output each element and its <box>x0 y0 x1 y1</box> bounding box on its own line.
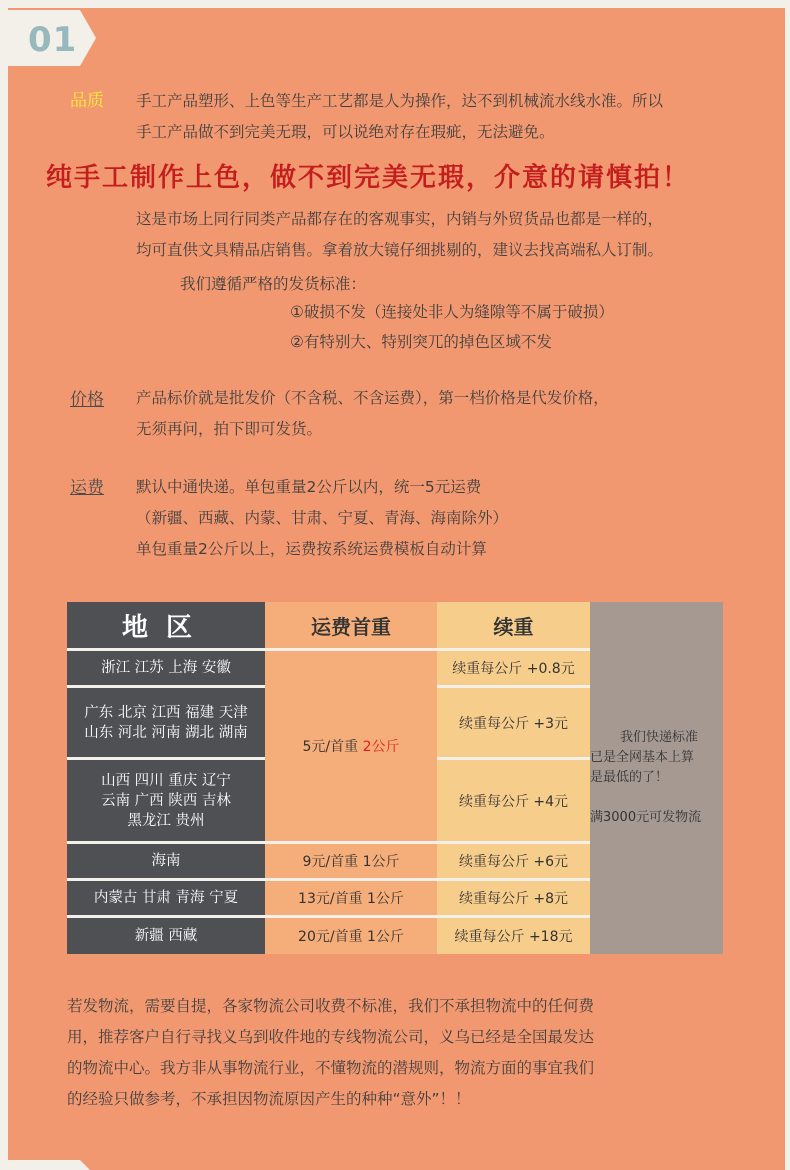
quality-headline: 纯手工制作上色，做不到完美无瑕，介意的请慎拍！ <box>46 163 691 193</box>
shipping-line: （新疆、西藏、内蒙、甘肃、宁夏、青海、海南除外） <box>136 509 509 527</box>
quality-more-line: 这是市场上同行同类产品都存在的客观事实，内销与外贸货品也都是一样的， <box>136 210 664 228</box>
shipping-label: 运费 <box>70 478 104 498</box>
note-line: 满3000元可发物流 <box>590 809 702 825</box>
region-text: 山东 河北 河南 湖北 湖南 <box>84 724 248 741</box>
note-line: 是最低的了！ <box>590 769 669 785</box>
bottom-corner-tab <box>0 1160 90 1170</box>
quality-line: 手工产品做不到完美无瑕，可以说绝对存在瑕疵，无法避免。 <box>136 123 555 141</box>
region-cell <box>67 687 265 759</box>
notice-line: 用，推荐客户自行寻找义乌到收件地的专线物流公司，义乌已经是全国最发达 <box>67 1028 595 1046</box>
logistics-notice <box>67 991 727 1115</box>
additional-weight-cell: 续重每公斤 +18元 <box>437 917 590 954</box>
first-weight-cell: 9元/首重 1公斤 <box>265 843 437 880</box>
quality-more-line: 均可直供文具精品店销售。拿着放大镜仔细挑剔的，建议去找高端私人订制。 <box>136 241 664 259</box>
note-line: 我们快递标准 <box>620 729 699 745</box>
quality-line: 手工产品塑形、上色等生产工艺都是人为操作，达不到机械流水线水准。所以 <box>136 92 664 110</box>
price-line: 产品标价就是批发价（不含税、不含运费），第一档价格是代发价格， <box>136 389 609 407</box>
notice-line: 的物流中心。我方非从事物流行业，不懂物流的潜规则，物流方面的事宜我们 <box>67 1059 595 1077</box>
shipping-text <box>136 472 508 565</box>
shipping-note <box>590 602 723 954</box>
additional-weight-cell: 续重每公斤 +3元 <box>437 687 590 759</box>
shipping-line: 默认中通快递。单包重量2公斤以内，统一5元运费 <box>136 478 482 496</box>
section-number: 01 <box>28 20 78 60</box>
first-weight-merged <box>265 650 437 843</box>
standard-title: 我们遵循严格的发货标准： <box>180 275 367 293</box>
quality-text <box>136 86 663 148</box>
quality-label: 品质 <box>70 91 104 111</box>
first-weight-text: 5元/首重 <box>302 739 363 755</box>
additional-weight-cell: 续重每公斤 +8元 <box>437 880 590 917</box>
standard-item: ②有特别大、特别突兀的掉色区域不发 <box>290 333 552 351</box>
region-cell: 内蒙古 甘肃 青海 宁夏 <box>67 880 265 917</box>
region-cell: 新疆 西藏 <box>67 917 265 954</box>
additional-weight-cell: 续重每公斤 +0.8元 <box>437 650 590 687</box>
additional-weight-cell: 续重每公斤 +4元 <box>437 759 590 843</box>
first-weight-cell: 13元/首重 1公斤 <box>265 880 437 917</box>
additional-weight-cell: 续重每公斤 +6元 <box>437 843 590 880</box>
region-text: 广东 北京 江西 福建 天津 <box>84 704 248 721</box>
region-text: 山西 四川 重庆 辽宁 <box>101 772 231 789</box>
region-cell: 海南 <box>67 843 265 880</box>
note-line: 已是全网基本上算 <box>590 749 695 765</box>
region-cell <box>67 650 265 687</box>
quality-more-text <box>136 204 663 266</box>
first-weight-highlight: 2公斤 <box>362 739 400 755</box>
region-text: 黑龙江 贵州 <box>127 812 205 829</box>
header-first-weight: 运费首重 <box>265 602 437 650</box>
header-area: 地区 <box>67 602 265 650</box>
note-spacer <box>590 788 723 808</box>
region-text: 云南 广西 陕西 吉林 <box>101 792 231 809</box>
header-additional-weight: 续重 <box>437 602 590 650</box>
first-weight-cell: 20元/首重 1公斤 <box>265 917 437 954</box>
price-line: 无须再问，拍下即可发货。 <box>136 420 323 438</box>
shipping-rate-table <box>67 602 723 954</box>
price-label: 价格 <box>70 390 104 410</box>
region-cell <box>67 759 265 843</box>
notice-line: 若发物流，需要自提，各家物流公司收费不标准，我们不承担物流中的任何费 <box>67 997 595 1015</box>
price-text <box>136 383 609 445</box>
region-text: 浙江 江苏 上海 安徽 <box>101 660 231 676</box>
table-header-row <box>67 602 723 650</box>
standard-item: ①破损不发（连接处非人为缝隙等不属于破损） <box>290 303 614 321</box>
notice-line: 的经验只做参考，不承担因物流原因产生的种种“意外”！！ <box>67 1090 471 1108</box>
shipping-line: 单包重量2公斤以上，运费按系统运费模板自动计算 <box>136 540 487 558</box>
